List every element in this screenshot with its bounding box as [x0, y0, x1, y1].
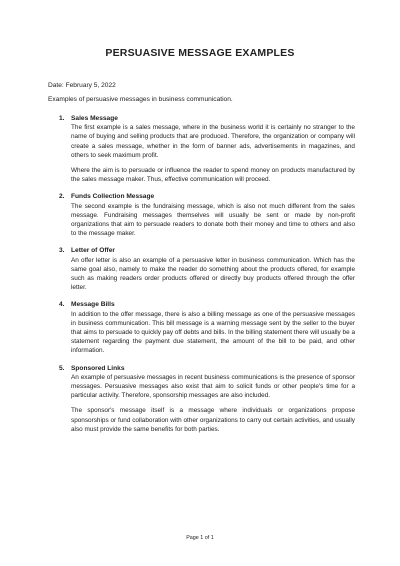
- section-title: Funds Collection Message: [71, 193, 155, 201]
- section-number: 5.: [59, 364, 65, 372]
- page-footer: Page 1 of 1: [186, 535, 214, 541]
- section-paragraph: In addition to the offer message, there is also a billing message as one of the persuasive messages in business communication. This bill message is a warning message sent by the seller to the buyer that aims to persuade to quickly pay off debts and bills. In the billing statement there will usually be a statement regarding the payment due statement, the amount of the bill to be paid, and other information.: [71, 310, 355, 355]
- section-sponsored-links: [59, 364, 355, 434]
- document-title: PERSUASIVE MESSAGE EXAMPLES: [105, 47, 295, 59]
- section-sales-message: [59, 114, 355, 184]
- section-message-bills: [59, 300, 355, 355]
- section-letter-of-offer: [59, 246, 355, 292]
- section-funds-collection-message: [59, 192, 355, 238]
- section-number: 2.: [59, 193, 65, 201]
- section-paragraph: The sponsor's message itself is a message where individuals or organizations propose sponsorships or fund collaboration with other organizations to carry out certain activities, and usually also must provide the same benefits for both parties.: [71, 407, 355, 433]
- section-number: 3.: [59, 247, 65, 255]
- section-paragraph: The first example is a sales message, where in the business world it is certainly no stranger to the name of buying and selling products that are produced. Therefore, the organization or company will create a sales message, whether in the form of banner ads, advertisements in magazines, and others to seek maximum profit.: [71, 124, 355, 159]
- section-title: Sponsored Links: [71, 364, 125, 372]
- section-title: Message Bills: [71, 301, 115, 309]
- intro-text: Examples of persuasive messages in business communication.: [48, 96, 233, 103]
- document-date: Date: February 5, 2022: [48, 82, 116, 89]
- section-list: [59, 114, 355, 442]
- section-title: Sales Message: [71, 115, 118, 122]
- section-paragraph: The second example is the fundraising message, which is also not much different from the sales message. Fundraising messages themselves will usually be sent or made by non-profit organizations that aim to persuade readers to donate both their money and time to others and also to the message maker.: [71, 202, 355, 238]
- section-paragraph: An example of persuasive messages in recent business communications is the presence of sponsor messages. Persuasive messages also exist that aim to solicit funds or other people's time for a particular activity. Therefore, sponsorship messages are also included.: [71, 373, 355, 400]
- section-paragraph: An offer letter is also an example of a persuasive letter in business communication. Which has the same goal also, namely to make the reader do something about the products offered, for example such as making readers order products offered or directly buy products offered through the offer letter.: [71, 256, 355, 292]
- section-paragraph: Where the aim is to persuade or influence the reader to spend money on products manufactured by the sales message maker. Thus, effective communication will proceed.: [71, 167, 355, 184]
- section-number: 4.: [59, 301, 65, 309]
- section-number: 1.: [59, 115, 65, 122]
- section-title: Letter of Offer: [71, 247, 115, 255]
